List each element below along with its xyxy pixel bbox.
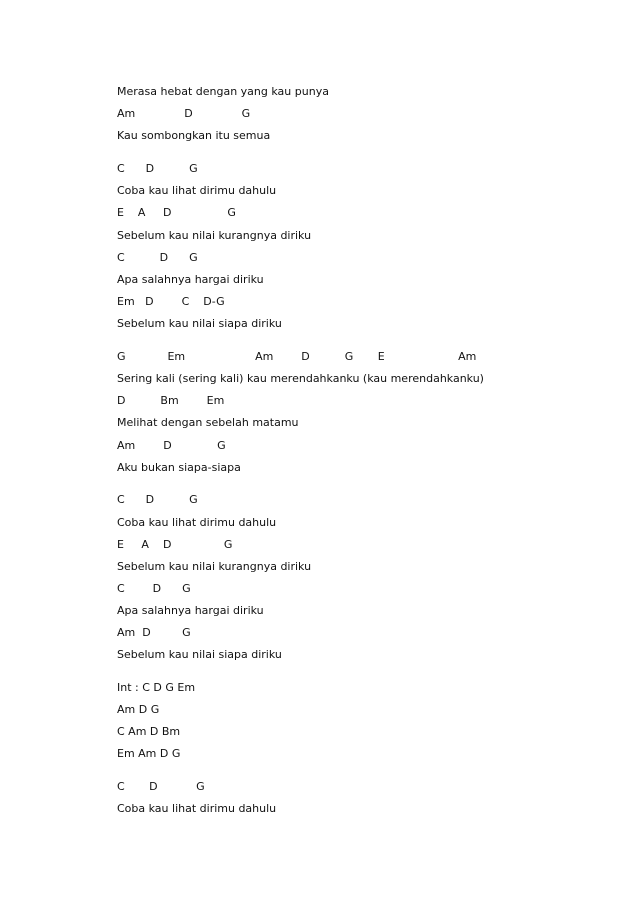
chord-line: C D G bbox=[117, 493, 198, 506]
chord-line: Am D G bbox=[117, 439, 226, 452]
lyric-line: Coba kau lihat dirimu dahulu bbox=[117, 516, 277, 529]
chord-line: C D G bbox=[117, 162, 198, 175]
chord-line: Am D G bbox=[117, 626, 191, 639]
lyric-line: Sebelum kau nilai kurangnya diriku bbox=[117, 229, 312, 242]
interlude-line: Em Am D G bbox=[117, 747, 181, 760]
interlude-line: C Am D Bm bbox=[117, 725, 181, 738]
lyric-line: Apa salahnya hargai diriku bbox=[117, 604, 264, 617]
lyric-line: Merasa hebat dengan yang kau punya bbox=[117, 85, 329, 98]
chord-line: G Em Am D G E Am bbox=[117, 350, 477, 363]
lyric-line: Melihat dengan sebelah matamu bbox=[117, 416, 299, 429]
lyric-line: Coba kau lihat dirimu dahulu bbox=[117, 802, 277, 815]
interlude-line: Int : C D G Em bbox=[117, 681, 196, 694]
chord-line: E A D G bbox=[117, 538, 233, 551]
chord-line: D Bm Em bbox=[117, 394, 225, 407]
lyric-line: Aku bukan siapa-siapa bbox=[117, 461, 241, 474]
lyric-line: Apa salahnya hargai diriku bbox=[117, 273, 264, 286]
lyric-line: Sering kali (sering kali) kau merendahkanku (kau merendahkanku) bbox=[117, 372, 484, 385]
chord-line: C D G bbox=[117, 780, 205, 793]
lyric-line: Kau sombongkan itu semua bbox=[117, 129, 271, 142]
chord-line: C D G bbox=[117, 251, 198, 264]
interlude-line: Am D G bbox=[117, 703, 160, 716]
lyric-line: Sebelum kau nilai siapa diriku bbox=[117, 317, 282, 330]
chord-line: Am D G bbox=[117, 107, 251, 120]
lyric-line: Coba kau lihat dirimu dahulu bbox=[117, 184, 277, 197]
lyric-line: Sebelum kau nilai siapa diriku bbox=[117, 648, 282, 661]
chord-line: Em D C D-G bbox=[117, 295, 225, 308]
chord-line: E A D G bbox=[117, 206, 236, 219]
chord-line: C D G bbox=[117, 582, 191, 595]
lyric-line: Sebelum kau nilai kurangnya diriku bbox=[117, 560, 312, 573]
